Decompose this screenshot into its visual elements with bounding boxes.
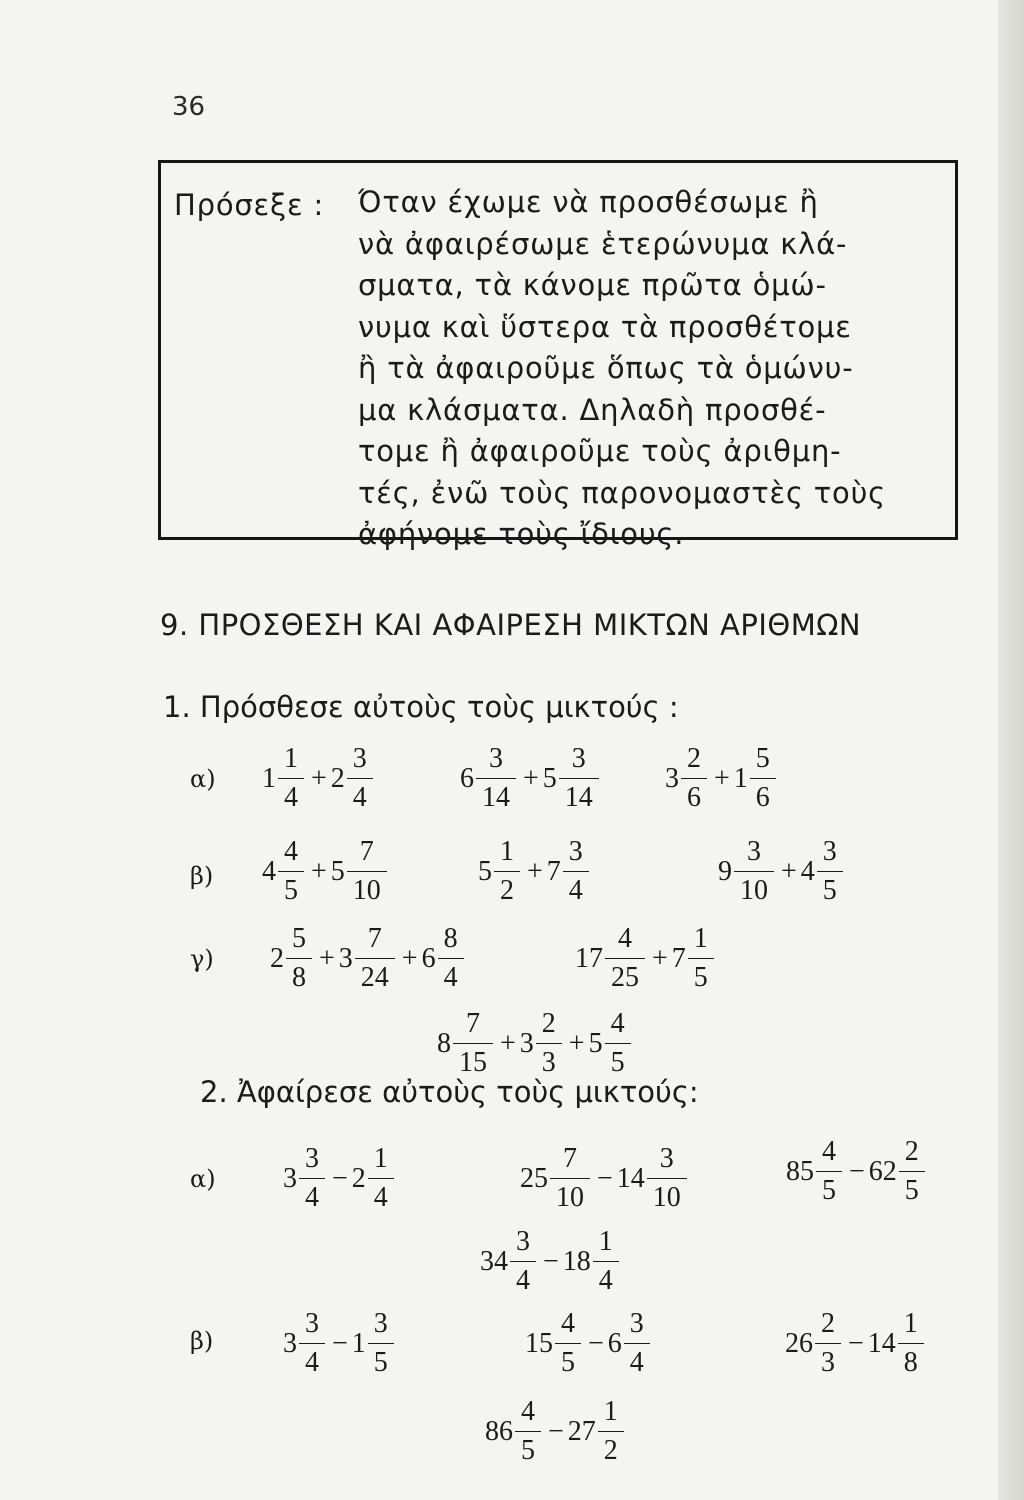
- numerator: 7: [359, 836, 374, 867]
- numerator: 4: [822, 1136, 836, 1167]
- fraction: [593, 1228, 619, 1295]
- note-line: τές, ἐνῶ τοὺς παρονομαστὲς τοὺς: [358, 475, 886, 510]
- fraction: [494, 838, 520, 905]
- whole-part: 4: [800, 855, 815, 887]
- denominator: 10: [550, 1178, 590, 1212]
- mixed-number: [331, 838, 390, 905]
- fraction: [899, 1138, 925, 1205]
- operator: −: [332, 1162, 348, 1194]
- section-title: 9. ΠΡΟΣΘΕΣΗ ΚΑΙ ΑΦΑΙΡΕΣΗ ΜΙΚΤΩΝ ΑΡΙΘΜΩΝ: [160, 608, 862, 642]
- fraction: [688, 925, 714, 992]
- whole-part: 14: [867, 1327, 896, 1359]
- denominator: 5: [899, 1171, 925, 1205]
- whole-part: 6: [460, 762, 474, 794]
- numerator: 2: [821, 1308, 835, 1339]
- operator: −: [548, 1415, 564, 1447]
- whole-part: 25: [520, 1162, 548, 1194]
- operator: −: [543, 1245, 559, 1277]
- fraction: [815, 1310, 841, 1377]
- math-expression: [262, 838, 390, 905]
- numerator: 4: [521, 1396, 535, 1427]
- math-expression: [478, 838, 592, 905]
- fraction: [816, 1138, 842, 1205]
- mixed-number: [422, 925, 467, 992]
- note-line: σματα, τὰ κάνομε πρῶτα ὁμώ-: [358, 268, 827, 302]
- numerator: 3: [352, 743, 367, 774]
- denominator: 5: [605, 1043, 631, 1077]
- mixed-number: [575, 925, 648, 992]
- numerator: 3: [489, 743, 503, 774]
- operator: +: [568, 1027, 585, 1059]
- fraction: [278, 838, 304, 905]
- operator: +: [523, 762, 539, 794]
- whole-part: 17: [575, 942, 603, 974]
- note-line: τομε ἢ ἀφαιροῦμε τοὺς ἀριθμη-: [358, 434, 842, 468]
- fraction: [550, 1145, 590, 1212]
- denominator: 10: [734, 871, 774, 905]
- mixed-number: [520, 1145, 593, 1212]
- fraction: [368, 1310, 394, 1377]
- math-expression: [460, 745, 602, 812]
- fraction: [347, 745, 373, 812]
- denominator: 15: [453, 1043, 493, 1077]
- row-label: γ): [190, 945, 214, 973]
- operator: −: [332, 1327, 348, 1359]
- whole-part: 8: [437, 1027, 451, 1059]
- denominator: 25: [605, 958, 645, 992]
- mixed-number: [525, 1310, 584, 1377]
- operator: +: [311, 762, 327, 794]
- numerator: 4: [284, 836, 298, 867]
- numerator: 3: [571, 743, 586, 774]
- whole-part: 7: [671, 942, 686, 974]
- whole-part: 34: [480, 1245, 508, 1277]
- whole-part: 9: [718, 855, 732, 887]
- denominator: 14: [559, 778, 599, 812]
- mixed-number: [608, 1310, 653, 1377]
- numerator: 1: [598, 1226, 613, 1257]
- whole-part: 1: [351, 1327, 366, 1359]
- fraction: [510, 1228, 536, 1295]
- numerator: 5: [292, 923, 306, 954]
- mixed-number: [437, 1010, 496, 1077]
- denominator: 6: [681, 778, 707, 812]
- mixed-number: [480, 1228, 539, 1295]
- fraction: [299, 1310, 325, 1377]
- fraction: [476, 745, 516, 812]
- operator: +: [652, 942, 668, 974]
- math-expression: [718, 838, 846, 905]
- fraction: [368, 1145, 394, 1212]
- math-expression: [525, 1310, 653, 1377]
- math-expression: [270, 925, 467, 992]
- whole-part: 2: [330, 762, 345, 794]
- operator: −: [849, 1155, 865, 1187]
- mixed-number: [665, 745, 710, 812]
- denominator: 5: [817, 871, 843, 905]
- math-expression: [485, 1398, 627, 1465]
- whole-part: 15: [525, 1327, 553, 1359]
- whole-part: 27: [567, 1415, 596, 1447]
- whole-part: 4: [262, 855, 276, 887]
- mixed-number: [485, 1398, 544, 1465]
- fraction: [563, 838, 589, 905]
- operator: −: [597, 1162, 613, 1194]
- mixed-number: [262, 745, 307, 812]
- denominator: 4: [299, 1178, 325, 1212]
- mixed-number: [718, 838, 777, 905]
- whole-part: 1: [733, 762, 748, 794]
- mixed-number: [262, 838, 307, 905]
- fraction: [605, 925, 645, 992]
- mixed-number: [331, 745, 376, 812]
- numerator: 1: [903, 1308, 918, 1339]
- operator: +: [311, 855, 327, 887]
- note-label: Πρόσεξε :: [174, 188, 325, 222]
- math-expression: [665, 745, 779, 812]
- whole-part: 6: [421, 942, 436, 974]
- numerator: 7: [563, 1143, 577, 1174]
- mixed-number: [617, 1145, 690, 1212]
- numerator: 1: [693, 923, 708, 954]
- fraction: [681, 745, 707, 812]
- numerator: 3: [568, 836, 583, 867]
- math-expression: [785, 1310, 927, 1377]
- denominator: 4: [299, 1343, 325, 1377]
- fraction: [347, 838, 387, 905]
- numerator: 3: [822, 836, 837, 867]
- whole-part: 3: [283, 1327, 297, 1359]
- numerator: 3: [516, 1226, 530, 1257]
- mixed-number: [868, 1310, 927, 1377]
- fraction: [286, 925, 312, 992]
- whole-part: 5: [542, 762, 557, 794]
- whole-part: 14: [616, 1162, 645, 1194]
- denominator: 5: [688, 958, 714, 992]
- numerator: 7: [367, 923, 382, 954]
- denominator: 24: [355, 958, 395, 992]
- operator: −: [848, 1327, 864, 1359]
- page-edge-shadow: [998, 0, 1024, 1500]
- fraction: [605, 1010, 631, 1077]
- fraction: [647, 1145, 687, 1212]
- operator: +: [527, 855, 543, 887]
- exercise1-heading: 1. Πρόσθεσε αὐτοὺς τοὺς μικτούς :: [163, 690, 679, 724]
- note-line: Όταν έχωμε νὰ προσθέσωμε ἢ: [358, 185, 819, 219]
- operator: +: [500, 1027, 516, 1059]
- whole-part: 7: [546, 855, 561, 887]
- denominator: 4: [624, 1343, 650, 1377]
- note-line: νυμα καὶ ὕστερα τὰ προσθέτομε: [358, 309, 852, 344]
- denominator: 10: [347, 871, 387, 905]
- note-text: [358, 182, 943, 556]
- denominator: 3: [815, 1343, 841, 1377]
- denominator: 3: [536, 1043, 562, 1077]
- fraction: [515, 1398, 541, 1465]
- denominator: 5: [515, 1431, 541, 1465]
- numerator: 7: [466, 1008, 480, 1039]
- mixed-number: [352, 1145, 397, 1212]
- denominator: 5: [555, 1343, 581, 1377]
- operator: +: [401, 942, 418, 974]
- row-label: β): [190, 1327, 214, 1355]
- numerator: 3: [305, 1143, 319, 1174]
- note-line: ἀφήνομε τοὺς ἴδιους.: [358, 517, 685, 551]
- mixed-number: [339, 925, 398, 992]
- numerator: 3: [629, 1308, 644, 1339]
- numerator: 8: [443, 923, 458, 954]
- numerator: 1: [603, 1396, 618, 1427]
- fraction: [817, 838, 843, 905]
- math-expression: [283, 1145, 397, 1212]
- fraction: [598, 1398, 624, 1465]
- mixed-number: [283, 1310, 328, 1377]
- whole-part: 86: [485, 1415, 513, 1447]
- fraction: [453, 1010, 493, 1077]
- math-expression: [262, 745, 376, 812]
- fraction: [624, 1310, 650, 1377]
- fraction: [278, 745, 304, 812]
- denominator: 4: [368, 1178, 394, 1212]
- denominator: 4: [593, 1261, 619, 1295]
- math-expression: [520, 1145, 690, 1212]
- note-line: νὰ ἀφαιρέσωμε ἑτερώνυμα κλά-: [358, 226, 848, 261]
- fraction: [438, 925, 464, 992]
- math-expression: [480, 1228, 622, 1295]
- mixed-number: [478, 838, 523, 905]
- denominator: 4: [510, 1261, 536, 1295]
- denominator: 8: [898, 1343, 924, 1377]
- mixed-number: [547, 838, 592, 905]
- operator: +: [781, 855, 797, 887]
- denominator: 8: [286, 958, 312, 992]
- numerator: 2: [687, 743, 701, 774]
- numerator: 2: [904, 1136, 919, 1167]
- whole-part: 5: [478, 855, 492, 887]
- whole-part: 3: [338, 942, 353, 974]
- numerator: 2: [541, 1008, 556, 1039]
- fraction: [555, 1310, 581, 1377]
- mixed-number: [734, 745, 779, 812]
- numerator: 3: [747, 836, 761, 867]
- numerator: 5: [755, 743, 770, 774]
- denominator: 4: [347, 778, 373, 812]
- denominator: 5: [816, 1171, 842, 1205]
- numerator: 4: [610, 1008, 625, 1039]
- whole-part: 62: [868, 1155, 897, 1187]
- mixed-number: [352, 1310, 397, 1377]
- numerator: 1: [500, 836, 514, 867]
- operator: +: [319, 942, 335, 974]
- fraction: [355, 925, 395, 992]
- mixed-number: [543, 745, 602, 812]
- whole-part: 3: [665, 762, 679, 794]
- numerator: 4: [561, 1308, 575, 1339]
- fraction: [559, 745, 599, 812]
- whole-part: 1: [262, 762, 276, 794]
- denominator: 14: [476, 778, 516, 812]
- mixed-number: [520, 1010, 565, 1077]
- mixed-number: [568, 1398, 627, 1465]
- mixed-number: [460, 745, 519, 812]
- fraction: [750, 745, 776, 812]
- denominator: 2: [494, 871, 520, 905]
- note-line: ἢ τὰ ἀφαιροῦμε ὅπως τὰ ὁμώνυ-: [358, 351, 854, 385]
- whole-part: 3: [283, 1162, 297, 1194]
- numerator: 1: [373, 1143, 388, 1174]
- denominator: 2: [598, 1431, 624, 1465]
- mixed-number: [869, 1138, 928, 1205]
- denominator: 4: [563, 871, 589, 905]
- mixed-number: [672, 925, 717, 992]
- whole-part: 5: [330, 855, 345, 887]
- denominator: 5: [368, 1343, 394, 1377]
- denominator: 4: [278, 778, 304, 812]
- numerator: 4: [618, 923, 632, 954]
- row-label: α): [190, 765, 216, 793]
- row-label: β): [190, 862, 214, 890]
- operator: +: [714, 762, 730, 794]
- mixed-number: [563, 1228, 622, 1295]
- mixed-number: [589, 1010, 634, 1077]
- whole-part: 3: [519, 1027, 534, 1059]
- denominator: 10: [647, 1178, 687, 1212]
- note-line: μα κλάσματα. Δηλαδὴ προσθέ-: [358, 392, 827, 427]
- fraction: [898, 1310, 924, 1377]
- mixed-number: [786, 1138, 845, 1205]
- mixed-number: [801, 838, 846, 905]
- exercise2-heading: 2. Ἀφαίρεσε αὐτοὺς τοὺς μικτούς:: [200, 1075, 699, 1109]
- numerator: 3: [305, 1308, 319, 1339]
- mixed-number: [283, 1145, 328, 1212]
- whole-part: 5: [588, 1027, 603, 1059]
- math-expression: [786, 1138, 928, 1205]
- whole-part: 2: [270, 942, 284, 974]
- numerator: 3: [659, 1143, 674, 1174]
- denominator: 5: [278, 871, 304, 905]
- denominator: 6: [750, 778, 776, 812]
- mixed-number: [270, 925, 315, 992]
- math-expression: [283, 1310, 397, 1377]
- numerator: 1: [284, 743, 298, 774]
- fraction: [299, 1145, 325, 1212]
- whole-part: 26: [785, 1327, 813, 1359]
- numerator: 3: [373, 1308, 388, 1339]
- operator: −: [588, 1327, 604, 1359]
- row-label: α): [190, 1165, 216, 1193]
- whole-part: 85: [786, 1155, 814, 1187]
- fraction: [536, 1010, 562, 1077]
- fraction: [734, 838, 774, 905]
- whole-part: 18: [562, 1245, 591, 1277]
- whole-part: 2: [351, 1162, 366, 1194]
- math-expression: [575, 925, 717, 992]
- whole-part: 6: [607, 1327, 622, 1359]
- page-number: 36: [172, 92, 206, 122]
- math-expression: [437, 1010, 634, 1077]
- mixed-number: [785, 1310, 844, 1377]
- denominator: 4: [438, 958, 464, 992]
